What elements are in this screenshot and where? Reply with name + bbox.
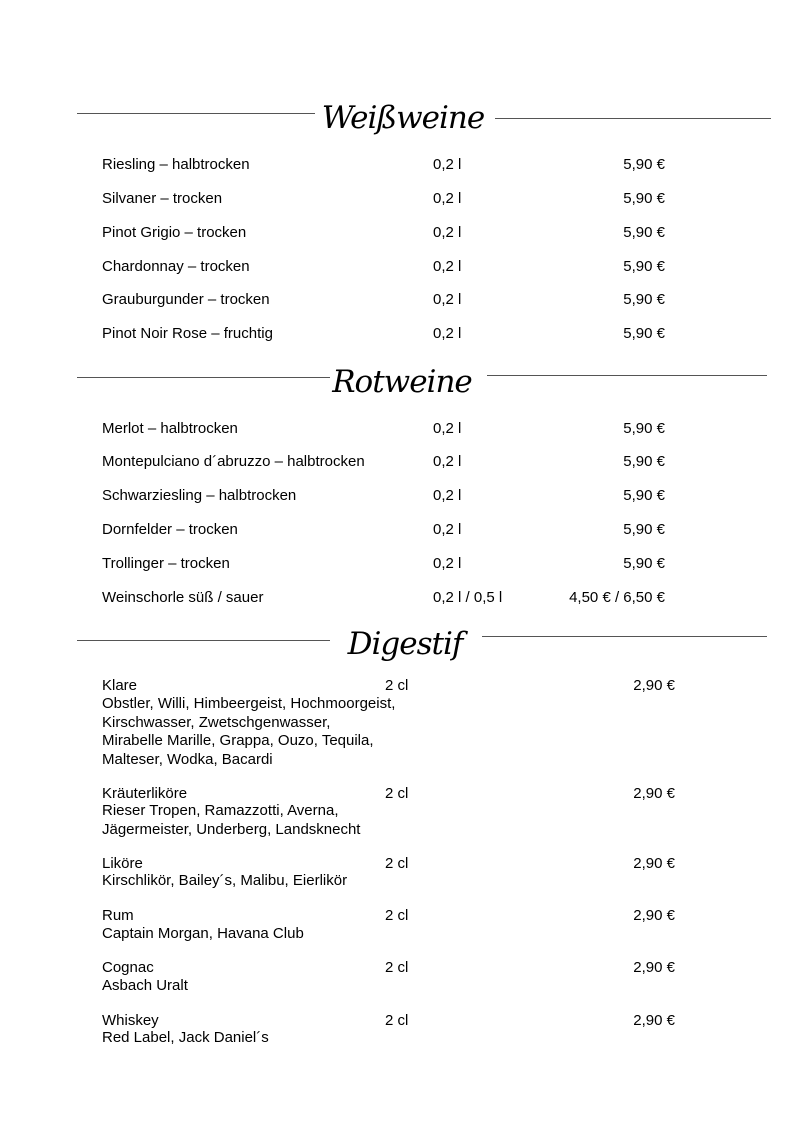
item-name: Merlot – halbtrocken	[102, 420, 238, 437]
item-price: 5,90 €	[623, 156, 665, 173]
menu-item	[0, 324, 793, 343]
section-title-rotweine: Rotweine	[332, 364, 472, 400]
item-size: 0,2 l	[433, 291, 462, 308]
item-price: 5,90 €	[623, 258, 665, 275]
menu-item	[0, 784, 793, 803]
item-size: 2 cl	[385, 1012, 409, 1029]
item-price: 5,90 €	[623, 555, 665, 572]
item-name: Pinot Grigio – trocken	[102, 224, 247, 241]
description-line: Red Label, Jack Daniel´s	[102, 1029, 269, 1046]
divider-line	[77, 113, 315, 114]
item-price: 2,90 €	[633, 677, 675, 694]
item-size: 2 cl	[385, 677, 409, 694]
item-size: 0,2 l	[433, 325, 462, 342]
item-name: Cognac	[102, 959, 154, 976]
item-name: Silvaner – trocken	[102, 190, 223, 207]
item-size: 0,2 l	[433, 156, 462, 173]
item-description	[102, 802, 432, 839]
menu-item	[0, 223, 793, 242]
item-size: 2 cl	[385, 855, 409, 872]
item-name: Liköre	[102, 855, 143, 872]
menu-item	[0, 554, 793, 573]
item-size: 0,2 l	[433, 521, 462, 538]
item-name: Weinschorle süß / sauer	[102, 589, 264, 606]
item-name: Riesling – halbtrocken	[102, 156, 250, 173]
description-line: Mirabelle Marille, Grappa, Ouzo, Tequila,	[102, 732, 374, 749]
item-size: 0,2 l	[433, 453, 462, 470]
menu-item	[0, 486, 793, 505]
item-price: 2,90 €	[633, 1012, 675, 1029]
description-line: Malteser, Wodka, Bacardi	[102, 750, 273, 768]
menu-item	[0, 1011, 793, 1030]
item-description	[102, 925, 432, 944]
item-price: 4,50 € / 6,50 €	[569, 589, 665, 606]
item-name: Klare	[102, 677, 138, 694]
menu-item	[0, 290, 793, 309]
item-size: 0,2 l	[433, 420, 462, 437]
description-line: Rieser Tropen, Ramazzotti, Averna,	[102, 802, 339, 819]
menu-item	[0, 520, 793, 539]
divider-line	[495, 118, 771, 119]
item-size: 2 cl	[385, 959, 409, 976]
menu-item	[0, 189, 793, 208]
description-line: Captain Morgan, Havana Club	[102, 925, 304, 942]
menu-item	[0, 588, 793, 607]
menu-item	[0, 257, 793, 276]
item-price: 5,90 €	[623, 521, 665, 538]
menu-item	[0, 906, 793, 925]
item-name: Dornfelder – trocken	[102, 521, 238, 538]
item-name: Trollinger – trocken	[102, 555, 230, 572]
menu-item	[0, 155, 793, 174]
section-title-weissweine: Weißweine	[321, 100, 485, 136]
item-size: 2 cl	[385, 785, 409, 802]
item-price: 5,90 €	[623, 291, 665, 308]
item-name: Montepulciano d´abruzzo – halbtrocken	[102, 453, 365, 470]
item-price: 5,90 €	[623, 453, 665, 470]
menu-item	[0, 419, 793, 438]
description-line: Obstler, Willi, Himbeergeist, Hochmoorgeist,	[102, 695, 396, 712]
item-name: Whiskey	[102, 1012, 159, 1029]
divider-line	[482, 636, 767, 637]
item-name: Rum	[102, 907, 134, 924]
item-size: 0,2 l	[433, 224, 462, 241]
item-size: 0,2 l / 0,5 l	[433, 589, 503, 606]
item-price: 5,90 €	[623, 420, 665, 437]
item-description	[102, 695, 432, 769]
item-price: 2,90 €	[633, 785, 675, 802]
item-name: Grauburgunder – trocken	[102, 291, 270, 308]
item-description	[102, 1029, 432, 1048]
description-line: Kirschwasser, Zwetschgenwasser,	[102, 713, 331, 731]
description-line: Kirschlikör, Bailey´s, Malibu, Eierlikör	[102, 872, 348, 889]
item-price: 2,90 €	[633, 959, 675, 976]
item-size: 0,2 l	[433, 258, 462, 275]
menu-item	[0, 452, 793, 471]
menu-item	[0, 958, 793, 977]
description-line: Asbach Uralt	[102, 977, 188, 994]
item-price: 5,90 €	[623, 224, 665, 241]
item-size: 2 cl	[385, 907, 409, 924]
item-name: Chardonnay – trocken	[102, 258, 250, 275]
item-name: Pinot Noir Rose – fruchtig	[102, 325, 273, 342]
item-size: 0,2 l	[433, 487, 462, 504]
item-price: 5,90 €	[623, 487, 665, 504]
section-title-digestif: Digestif	[347, 626, 463, 662]
menu-item	[0, 854, 793, 873]
item-price: 2,90 €	[633, 855, 675, 872]
item-size: 0,2 l	[433, 555, 462, 572]
item-description	[102, 872, 432, 891]
item-name: Schwarziesling – halbtrocken	[102, 487, 297, 504]
item-price: 2,90 €	[633, 907, 675, 924]
divider-line	[487, 375, 767, 376]
item-price: 5,90 €	[623, 190, 665, 207]
menu-item	[0, 676, 793, 695]
description-line: Jägermeister, Underberg, Landsknecht	[102, 820, 361, 838]
item-description	[102, 977, 432, 996]
item-price: 5,90 €	[623, 325, 665, 342]
item-size: 0,2 l	[433, 190, 462, 207]
item-name: Kräuterliköre	[102, 785, 188, 802]
